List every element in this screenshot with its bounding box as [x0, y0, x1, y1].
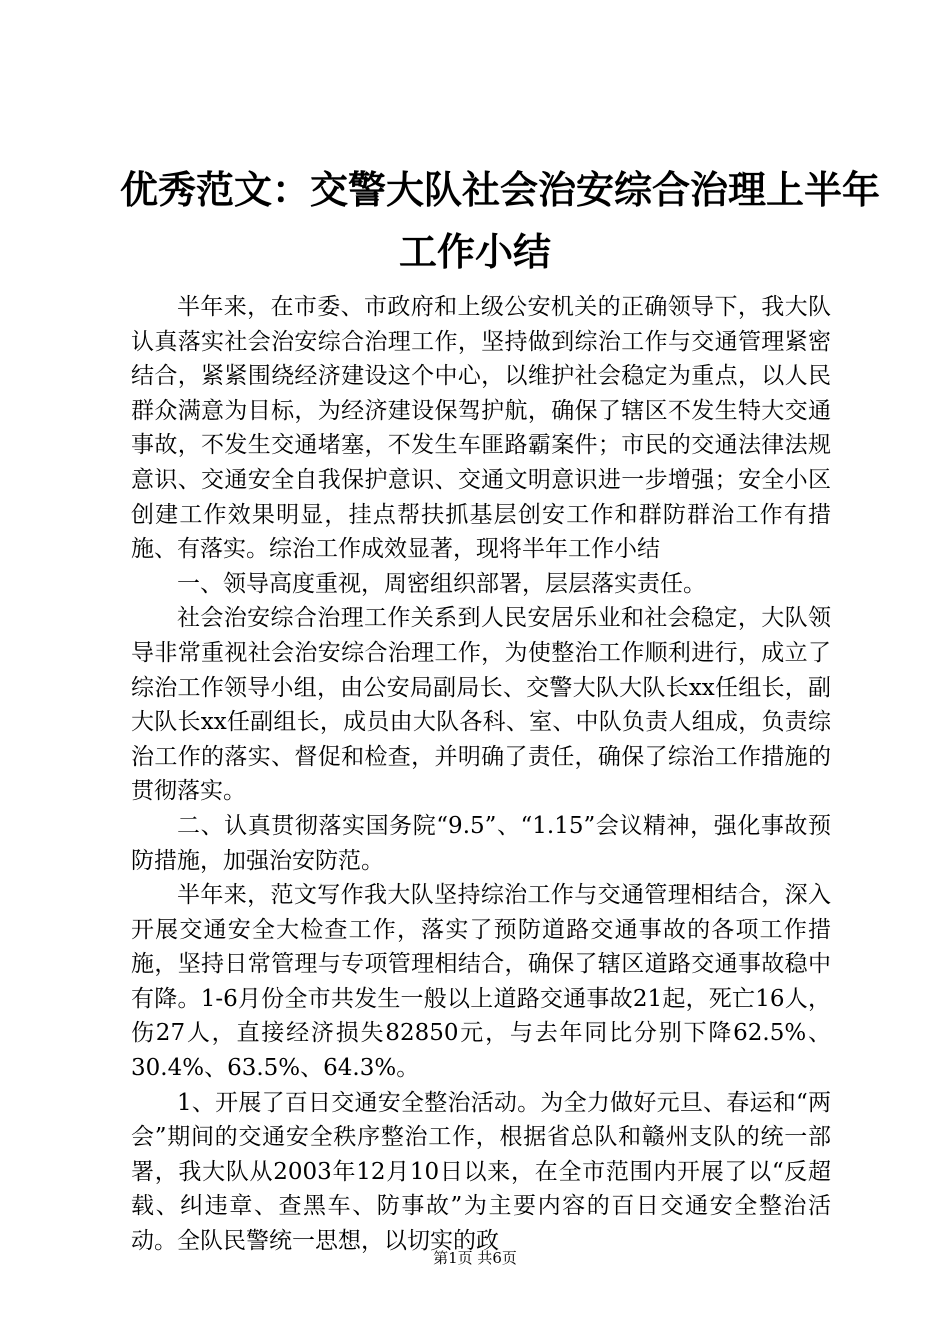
- paragraph-section-1: 社会治安综合治理工作关系到人民安居乐业和社会稳定，大队领导非常重视社会治安综合治理工作，为使整治工作顺利进行，成立了综治工作领导小组，由公安局副局长、交警大队大队长xx任组长，副大队长xx任副组长，成员由大队各科、室、中队负责人组成，负责综治工作的落实、督促和检查，并明确了责任，确保了综治工作措施的贯彻落实。: [131, 605, 831, 805]
- document-body: [131, 290, 831, 1259]
- heading-section-2: 二、认真贯彻落实国务院“9.5”、“1.15”会议精神，强化事故预防措施，加强治安防范。: [131, 812, 831, 874]
- paragraph-intro: 半年来，在市委、市政府和上级公安机关的正确领导下，我大队认真落实社会治安综合治理工作，坚持做到综治工作与交通管理紧密结合，紧紧围绕经济建设这个中心，以维护社会稳定为重点，以人民群众满意为目标，为经济建设保驾护航，确保了辖区不发生特大交通事故，不发生交通堵塞，不发生车匪路霸案件；市民的交通法律法规意识、交通安全自我保护意识、交通文明意识进一步增强；安全小区创建工作效果明显，挂点帮扶抓基层创安工作和群防群治工作有措施、有落实。综治工作成效显著，现将半年工作小结: [131, 294, 831, 563]
- heading-section-1: 一、领导高度重视，周密组织部署，层层落实责任。: [177, 570, 706, 597]
- document-title-line-2: 工作小结: [398, 230, 551, 274]
- paragraph-section-2: 半年来，范文写作我大队坚持综治工作与交通管理相结合，深入开展交通安全大检查工作，落实了预防道路交通事故的各项工作措施，坚持日常管理与专项管理相结合，确保了辖区道路交通事故稳中有降。1-6月份全市共发生一般以上道路交通事故21起，死亡16人，伤27人，直接经济损失82850元，与去年同比分别下降62.5%、30.4%、63.5%、64.3%。: [131, 882, 831, 1082]
- document-title-line-1: 优秀范文：交警大队社会治安综合治理上半年: [120, 168, 881, 212]
- page-footer: 第1页 共6页: [433, 1249, 517, 1267]
- paragraph-item-1: 1、开展了百日交通安全整治活动。为全力做好元旦、春运和“两会”期间的交通安全秩序整治工作，根据省总队和赣州支队的统一部署，我大队从2003年12月10日以来，在全市范围内开展了以“反超载、纠违章、查黑车、防事故”为主要内容的百日交通安全整治活动。全队民警统一思想，以切实的政: [131, 1089, 831, 1255]
